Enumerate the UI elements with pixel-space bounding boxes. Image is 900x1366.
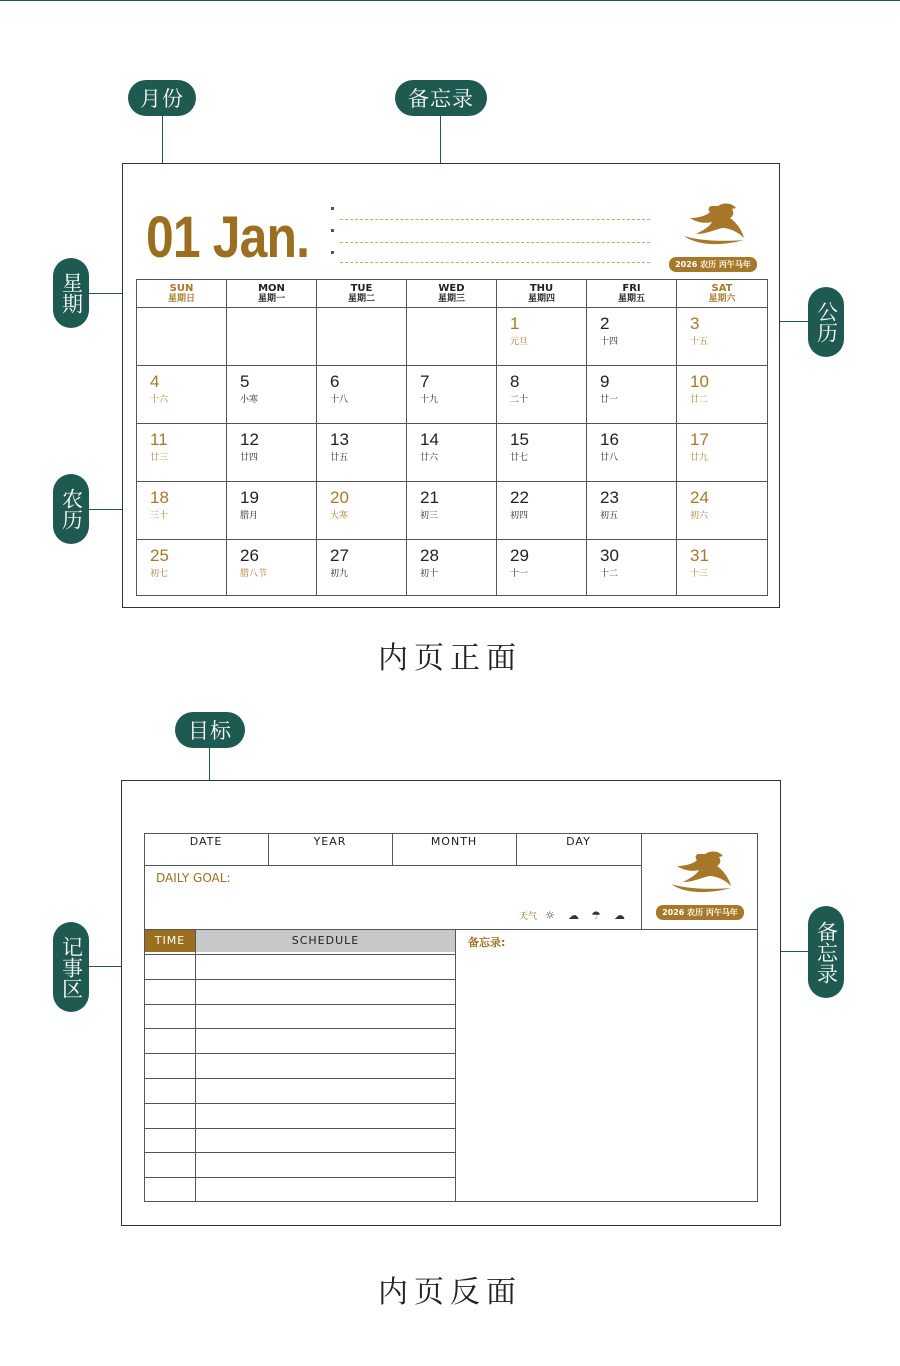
- callout-memo: [395, 80, 487, 116]
- weekday-cell: [227, 280, 317, 307]
- day-number: 25: [150, 546, 169, 565]
- memo-line: [340, 242, 650, 243]
- cloudy-icon: ☁: [568, 909, 579, 922]
- calendar-day-cell: [677, 366, 767, 423]
- calendar-day-cell: [317, 366, 407, 423]
- weekday-zh: 星期六: [708, 294, 736, 304]
- weekday-en: MON: [258, 283, 285, 294]
- weekday-en: SUN: [169, 283, 194, 294]
- callout-weekday: [53, 258, 89, 328]
- horse-icon: [663, 848, 737, 896]
- calendar-day-cell: [317, 540, 407, 595]
- day-number: 6: [330, 372, 340, 391]
- horse-logo: [668, 200, 758, 272]
- calendar-day-cell: [677, 482, 767, 539]
- weekday-zh: 星期二: [347, 294, 375, 304]
- day-number: 1: [510, 314, 520, 333]
- calendar-day-cell: [677, 424, 767, 481]
- calendar-day-cell: [227, 482, 317, 539]
- top-border: [0, 0, 900, 1]
- day-number: 18: [150, 488, 169, 507]
- weekday-cell: [677, 280, 767, 307]
- rain-icon: ☂: [591, 909, 601, 922]
- calendar-body: [137, 308, 767, 595]
- day-number: 24: [690, 488, 709, 507]
- calendar-grid: [136, 279, 768, 596]
- divider: [195, 929, 196, 1202]
- callout-solar: [808, 287, 844, 357]
- calendar-day-cell: [227, 366, 317, 423]
- day-number: 16: [600, 430, 619, 449]
- day-number: 10: [690, 372, 709, 391]
- calendar-week-row: [137, 424, 767, 482]
- calendar-empty-cell: [227, 308, 317, 365]
- schedule-row-line: [144, 1078, 455, 1079]
- day-number: 2: [600, 314, 610, 333]
- lunar-date: 初三: [420, 511, 439, 521]
- weekday-cell: [407, 280, 497, 307]
- memo-label: 备忘录:: [468, 936, 506, 949]
- calendar-empty-cell: [317, 308, 407, 365]
- daily-goal-label: DAILY GOAL:: [156, 871, 231, 885]
- calendar-day-cell: [677, 308, 767, 365]
- lunar-date: 廿九: [690, 453, 709, 463]
- lunar-date: 十二: [600, 569, 619, 579]
- calendar-empty-cell: [407, 308, 497, 365]
- calendar-week-row: [137, 308, 767, 366]
- weekday-zh: 星期日: [167, 294, 195, 304]
- day-number: 14: [420, 430, 439, 449]
- day-number: 30: [600, 546, 619, 565]
- callout-month: [128, 80, 196, 116]
- month-title: 01 Jan.: [146, 205, 310, 270]
- calendar-day-cell: [227, 424, 317, 481]
- lunar-date: 初五: [600, 511, 619, 521]
- day-number: 23: [600, 488, 619, 507]
- lunar-date: 廿一: [600, 395, 619, 405]
- divider: [455, 929, 456, 1202]
- calendar-day-cell: [407, 366, 497, 423]
- horse-logo: [652, 848, 748, 920]
- horse-icon: [678, 200, 748, 248]
- lunar-date: 初四: [510, 511, 529, 521]
- callout-solar-label: 公历: [814, 301, 839, 343]
- calendar-week-row: [137, 482, 767, 540]
- calendar-day-cell: [587, 424, 677, 481]
- weekday-en: WED: [438, 283, 465, 294]
- lunar-date: 廿五: [330, 453, 349, 463]
- day-number: 22: [510, 488, 529, 507]
- calendar-day-cell: [587, 366, 677, 423]
- calendar-day-cell: [497, 366, 587, 423]
- day-number: 31: [690, 546, 709, 565]
- callout-lunar: [53, 474, 89, 544]
- lunar-date: 廿八: [600, 453, 619, 463]
- callout-memo-label: 备忘录: [408, 87, 474, 111]
- calendar-day-cell: [137, 540, 227, 595]
- weekday-en: THU: [529, 283, 554, 294]
- day-number: 19: [240, 488, 259, 507]
- calendar-week-row: [137, 366, 767, 424]
- divider: [144, 865, 641, 866]
- calendar-day-cell: [137, 482, 227, 539]
- calendar-week-row: [137, 540, 767, 595]
- calendar-day-cell: [317, 424, 407, 481]
- brand-badge: 2026 农历 丙午马年: [669, 257, 757, 272]
- memo-bullet: [331, 251, 334, 254]
- lunar-date: 廿二: [690, 395, 709, 405]
- lunar-date: 十六: [150, 395, 169, 405]
- calendar-day-cell: [407, 540, 497, 595]
- memo-line: [340, 219, 650, 220]
- header-date: DATE: [189, 835, 223, 848]
- lunar-date: 十八: [330, 395, 349, 405]
- calendar-day-cell: [317, 482, 407, 539]
- lunar-date: 元旦: [510, 337, 529, 347]
- calendar-day-cell: [497, 540, 587, 595]
- memo-bullet: [331, 229, 334, 232]
- calendar-empty-cell: [137, 308, 227, 365]
- weekday-en: FRI: [622, 283, 641, 294]
- lunar-date: 二十: [510, 395, 529, 405]
- callout-goal-label: 目标: [188, 719, 232, 743]
- day-number: 15: [510, 430, 529, 449]
- weekday-en: SAT: [711, 283, 733, 294]
- day-number: 3: [690, 314, 700, 333]
- day-number: 5: [240, 372, 250, 391]
- lunar-date: 初九: [330, 569, 349, 579]
- weekday-zh: 星期四: [527, 294, 555, 304]
- day-number: 20: [330, 488, 349, 507]
- day-number: 21: [420, 488, 439, 507]
- back-caption: 内页反面: [378, 1275, 522, 1310]
- calendar-day-cell: [677, 540, 767, 595]
- weekday-en: TUE: [350, 283, 373, 294]
- callout-lunar-label: 农历: [59, 488, 84, 530]
- lunar-date: 廿七: [510, 453, 529, 463]
- callout-month-label: 月份: [140, 87, 184, 111]
- sun-icon: ☼: [545, 909, 555, 922]
- weekday-cell: [497, 280, 587, 307]
- lunar-date: 十三: [690, 569, 709, 579]
- lunar-date: 腊八节: [240, 569, 268, 579]
- weather-label: 天气: [519, 912, 538, 922]
- day-number: 13: [330, 430, 349, 449]
- lunar-date: 初六: [690, 511, 709, 521]
- calendar-day-cell: [587, 540, 677, 595]
- schedule-row-line: [144, 954, 455, 955]
- calendar-day-cell: [407, 482, 497, 539]
- schedule-row-line: [144, 1053, 455, 1054]
- divider: [641, 833, 642, 929]
- day-number: 17: [690, 430, 709, 449]
- schedule-row-line: [144, 979, 455, 980]
- callout-notes-label: 记事区: [59, 935, 84, 999]
- lunar-date: 腊月: [240, 511, 259, 521]
- schedule-header: SCHEDULE: [196, 930, 455, 952]
- lunar-date: 廿三: [150, 453, 169, 463]
- lunar-date: 初十: [420, 569, 439, 579]
- weekday-header: [137, 280, 767, 308]
- header-month: MONTH: [430, 835, 478, 848]
- schedule-row-line: [144, 1004, 455, 1005]
- day-number: 8: [510, 372, 520, 391]
- lunar-date: 廿六: [420, 453, 439, 463]
- calendar-day-cell: [587, 482, 677, 539]
- schedule-row-line: [144, 1177, 455, 1178]
- schedule-row-line: [144, 1028, 455, 1029]
- day-number: 7: [420, 372, 430, 391]
- memo-line: [340, 262, 650, 263]
- lunar-date: 十四: [600, 337, 619, 347]
- day-number: 26: [240, 546, 259, 565]
- weekday-cell: [317, 280, 407, 307]
- lunar-date: 十九: [420, 395, 439, 405]
- calendar-day-cell: [497, 424, 587, 481]
- day-number: 27: [330, 546, 349, 565]
- day-number: 11: [150, 430, 168, 449]
- day-number: 4: [150, 372, 160, 391]
- schedule-row-line: [144, 1128, 455, 1129]
- time-header: TIME: [145, 930, 195, 952]
- lunar-date: 初七: [150, 569, 169, 579]
- callout-memo-back-label: 备忘录: [814, 920, 839, 984]
- brand-badge: 2026 农历 丙午马年: [656, 905, 744, 920]
- callout-goal: [175, 712, 245, 748]
- calendar-day-cell: [137, 366, 227, 423]
- weekday-cell: [137, 280, 227, 307]
- calendar-day-cell: [497, 308, 587, 365]
- header-day: DAY: [566, 835, 591, 848]
- front-caption: 内页正面: [378, 641, 522, 676]
- memo-bullet: [331, 207, 334, 210]
- lunar-date: 大寒: [330, 511, 349, 521]
- day-number: 12: [240, 430, 259, 449]
- day-number: 28: [420, 546, 439, 565]
- callout-notes-area: [53, 922, 89, 1012]
- weekday-zh: 星期五: [617, 294, 645, 304]
- lunar-date: 十一: [510, 569, 529, 579]
- weekday-zh: 星期三: [437, 294, 465, 304]
- lunar-date: 廿四: [240, 453, 259, 463]
- weekday-cell: [587, 280, 677, 307]
- lunar-date: 三十: [150, 511, 169, 521]
- header-year: YEAR: [313, 835, 347, 848]
- calendar-day-cell: [407, 424, 497, 481]
- callout-weekday-label: 星期: [59, 272, 84, 314]
- calendar-day-cell: [137, 424, 227, 481]
- weekday-zh: 星期一: [257, 294, 285, 304]
- calendar-day-cell: [227, 540, 317, 595]
- schedule-row-line: [144, 1103, 455, 1104]
- lunar-date: 小寒: [240, 395, 259, 405]
- schedule-row-line: [144, 1152, 455, 1153]
- storm-icon: ☁: [614, 909, 625, 922]
- calendar-day-cell: [497, 482, 587, 539]
- callout-memo-back: [808, 906, 844, 998]
- day-number: 9: [600, 372, 610, 391]
- calendar-day-cell: [587, 308, 677, 365]
- day-number: 29: [510, 546, 529, 565]
- lunar-date: 十五: [690, 337, 709, 347]
